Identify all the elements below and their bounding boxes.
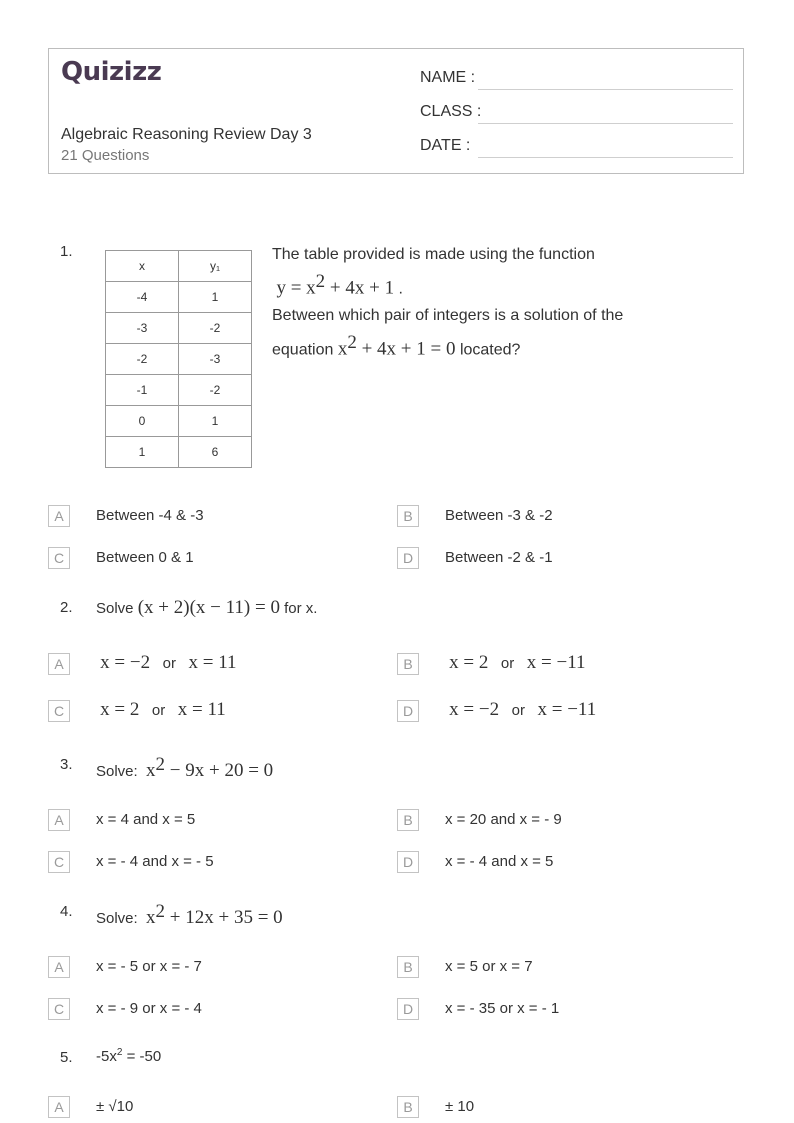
option-text: x = - 9 or x = - 4: [96, 1000, 202, 1017]
question-count: 21 Questions: [61, 147, 150, 164]
exponent: 2: [155, 901, 166, 922]
text: Solve:: [96, 910, 142, 927]
table-cell: -4: [106, 282, 179, 313]
equation-line: [272, 329, 692, 363]
class-line[interactable]: [478, 123, 733, 124]
exponent: 2: [315, 271, 326, 292]
option-text: Between -4 & -3: [96, 507, 204, 524]
table-cell: 1: [106, 437, 179, 468]
date-field[interactable]: [420, 137, 733, 159]
question-text: [96, 754, 273, 782]
question-text: [96, 901, 283, 929]
table-cell: 1: [179, 282, 252, 313]
table-cell: -3: [179, 344, 252, 375]
option-letter: A: [48, 809, 70, 831]
table-cell: -3: [106, 313, 179, 344]
option-letter: C: [48, 998, 70, 1020]
math: x = −11: [526, 652, 586, 673]
text: Solve:: [96, 763, 142, 780]
class-field[interactable]: [420, 103, 733, 125]
math: x: [146, 760, 156, 781]
exponent: 2: [155, 754, 166, 775]
option-text: Between -2 & -1: [445, 549, 553, 566]
question-number: 4.: [60, 903, 73, 920]
text: or: [151, 702, 166, 719]
option-letter: D: [397, 998, 419, 1020]
option-letter: A: [48, 653, 70, 675]
date-label: DATE :: [420, 137, 471, 154]
option-text: ± √10: [96, 1098, 134, 1115]
worksheet-header: [48, 48, 744, 174]
table-header-y: y₁: [179, 251, 252, 282]
class-label: CLASS :: [420, 103, 482, 120]
option-text: [96, 652, 237, 674]
text: -5x: [96, 1048, 117, 1065]
option-letter: B: [397, 809, 419, 831]
exponent: 2: [347, 332, 357, 354]
math: x: [146, 907, 156, 928]
question-line: The table provided is made using the function: [272, 246, 595, 263]
punct: .: [394, 280, 403, 298]
table-cell: 6: [179, 437, 252, 468]
table-cell: 1: [179, 406, 252, 437]
option-letter: A: [48, 956, 70, 978]
option-letter: C: [48, 547, 70, 569]
option-text: x = - 35 or x = - 1: [445, 1000, 560, 1017]
math: x = 2: [449, 652, 489, 673]
question-text: [96, 597, 317, 619]
table-cell: -2: [106, 344, 179, 375]
text: or: [500, 655, 515, 672]
option-text: [445, 699, 596, 721]
math: (x + 2)(x − 11) = 0: [137, 597, 280, 618]
math: + 12x + 35 = 0: [165, 907, 283, 928]
text: = -50: [122, 1048, 162, 1065]
option-text: Between 0 & 1: [96, 549, 194, 566]
option-text: ± 10: [445, 1098, 475, 1115]
quizizz-logo: Quizizz: [61, 57, 162, 87]
option-text: x = - 5 or x = - 7: [96, 958, 202, 975]
table-cell: -2: [179, 313, 252, 344]
function-expression: [272, 268, 692, 302]
table-header-x: x: [106, 251, 179, 282]
text: equation: [272, 341, 338, 359]
option-text: x = 5 or x = 7: [445, 958, 533, 975]
table-cell: -1: [106, 375, 179, 406]
math: − 9x + 20 = 0: [165, 760, 274, 781]
table-cell: 0: [106, 406, 179, 437]
option-letter: D: [397, 700, 419, 722]
option-text: x = 20 and x = - 9: [445, 811, 562, 828]
option-letter: A: [48, 505, 70, 527]
text: or: [511, 702, 525, 719]
question-number: 2.: [60, 599, 73, 616]
option-text: [96, 699, 226, 721]
math: x = −2: [100, 652, 151, 673]
name-label: NAME :: [420, 69, 476, 86]
option-letter: B: [397, 505, 419, 527]
option-letter: B: [397, 1096, 419, 1118]
date-line[interactable]: [478, 157, 733, 158]
question-number: 3.: [60, 756, 73, 773]
name-field[interactable]: [420, 69, 733, 91]
math: + 4x + 1 = 0: [356, 338, 456, 360]
math: x = 2: [100, 699, 140, 720]
math: y = x: [276, 277, 316, 299]
question-number: 1.: [60, 243, 73, 260]
name-line[interactable]: [478, 89, 733, 90]
function-table: [105, 250, 252, 468]
math: x = −2: [449, 699, 500, 720]
option-letter: C: [48, 851, 70, 873]
text: for x.: [279, 600, 318, 617]
question-number: 5.: [60, 1049, 73, 1066]
math: x = 11: [188, 652, 237, 673]
option-letter: B: [397, 956, 419, 978]
text: Solve: [96, 600, 138, 617]
option-text: Between -3 & -2: [445, 507, 553, 524]
math: + 4x + 1: [325, 277, 395, 299]
math: x: [337, 338, 348, 360]
option-letter: C: [48, 700, 70, 722]
math: x = −11: [537, 699, 597, 720]
option-letter: B: [397, 653, 419, 675]
option-text: x = - 4 and x = 5: [445, 853, 554, 870]
text: located?: [455, 341, 521, 359]
question-text: [272, 241, 692, 364]
question-line: Between which pair of integers is a solution of the: [272, 307, 624, 325]
option-letter: D: [397, 547, 419, 569]
option-text: x = 4 and x = 5: [96, 811, 196, 828]
text: or: [162, 655, 176, 672]
math: x = 11: [177, 699, 226, 720]
option-text: x = - 4 and x = - 5: [96, 853, 214, 870]
table-cell: -2: [179, 375, 252, 406]
worksheet-title: Algebraic Reasoning Review Day 3: [61, 126, 312, 143]
exponent: 2: [116, 1047, 123, 1058]
question-text: [96, 1047, 161, 1065]
option-text: [445, 652, 586, 674]
option-letter: A: [48, 1096, 70, 1118]
option-letter: D: [397, 851, 419, 873]
